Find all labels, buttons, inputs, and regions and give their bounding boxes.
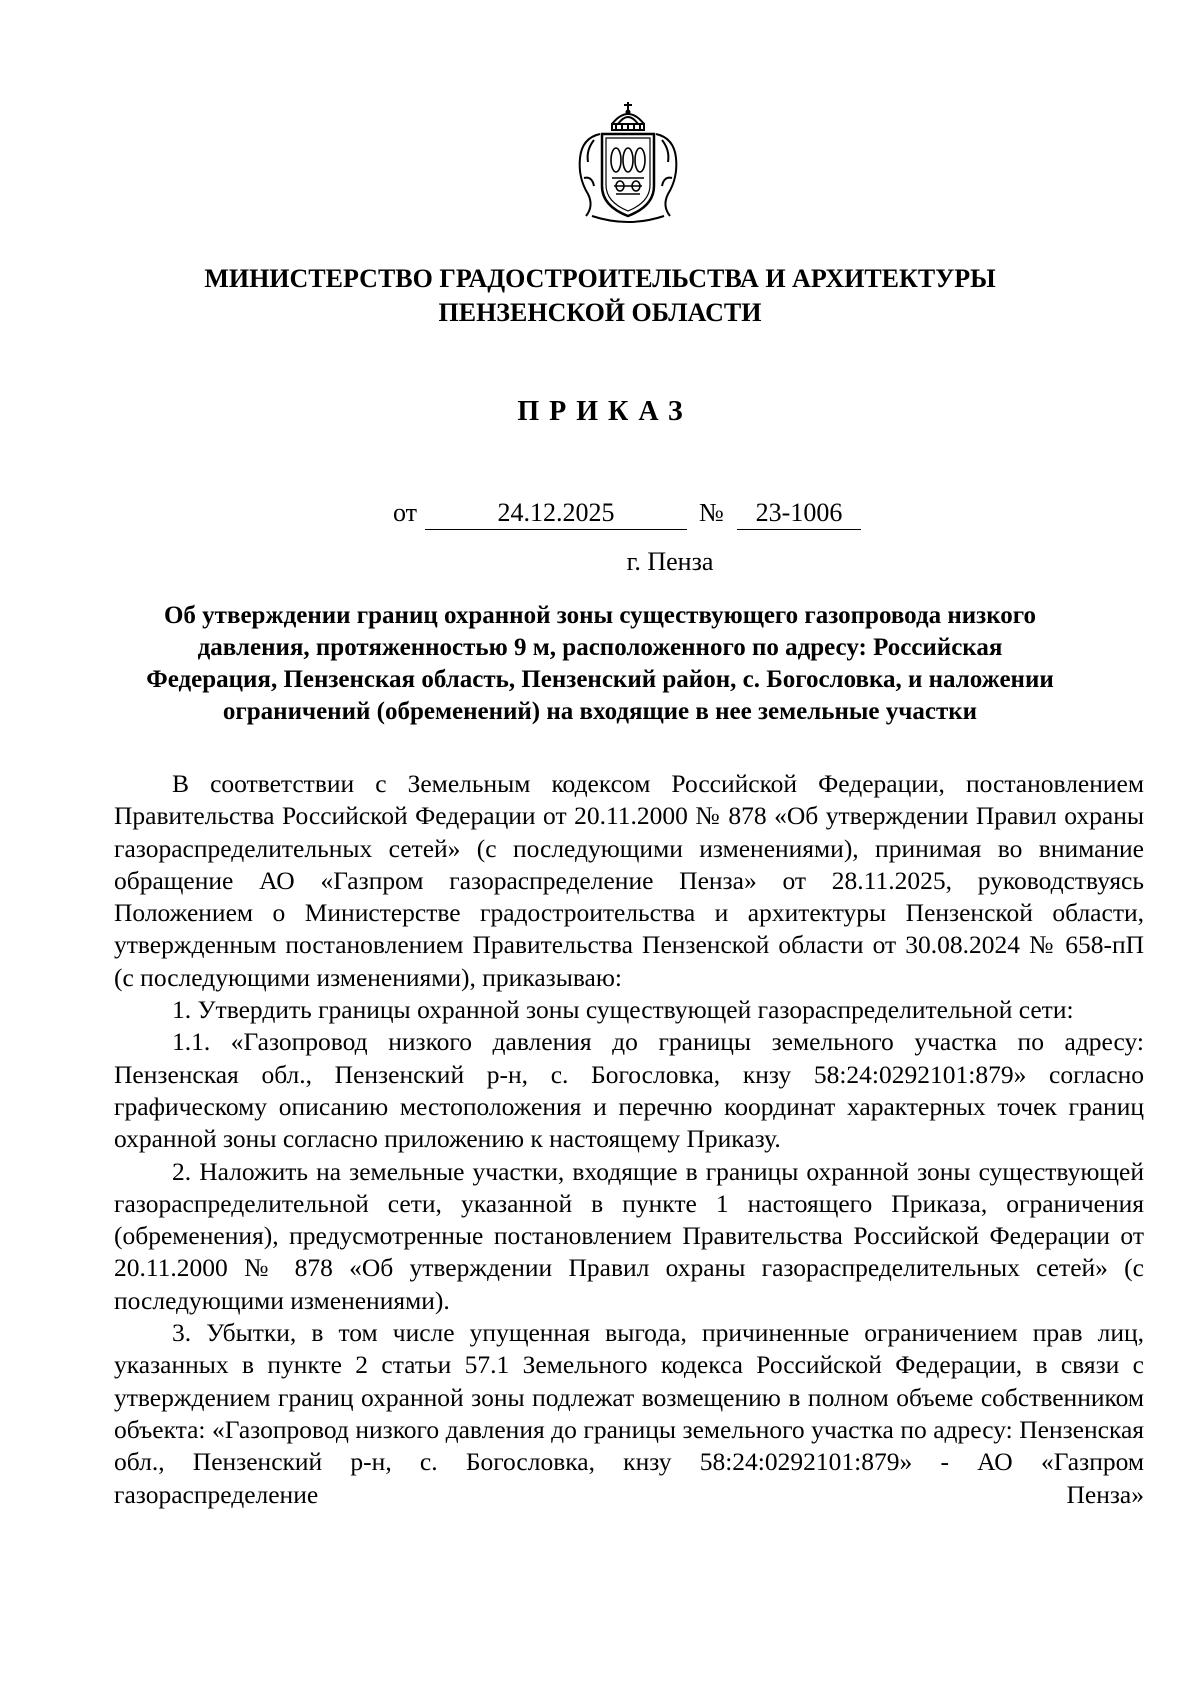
from-label: от <box>393 498 418 527</box>
ministry-name-line-1: МИНИСТЕРСТВО ГРАДОСТРОИТЕЛЬСТВА И АРХИТЕКТУРЫ <box>204 264 996 293</box>
title-line-2: давления, протяженностью 9 м, расположенного по адресу: Российская <box>197 634 1003 661</box>
ministry-name <box>0 262 1200 330</box>
paragraph-item-2: 2. Наложить на земельные участки, входящие в границы охранной зоны существующей газораспределительной сети, указанной в пункте 1 настоящего Приказа, ограничения (обременения), предусмотренные постановлением Правительства Российской Федерации от 20.11.2000 № 878 «Об утверждении Правил охраны газораспределительных сетей» (с последующими изменениями). <box>114 1156 1144 1315</box>
paragraph-item-3: 3. Убытки, в том числе упущенная выгода, причиненные ограничением прав лиц, указанных в пункте 2 статьи 57.1 Земельного кодекса Российской Федерации, в связи с утверждением границ охранной зоны подлежат возмещению в полном объеме собственником объекта: «Газопровод низкого давления до границы земельного участка по адресу: Пензенская обл., Пензенский р-н, с. Богословка, кнзу 58:24:0292101:879» - АО «Газпром газораспределение Пенза» <box>114 1318 1144 1509</box>
paragraph-item-1-1: 1.1. «Газопровод низкого давления до границы земельного участка по адресу: Пензенская обл., Пензенский р-н, с. Богословка, кнзу 58:24:0292101:879» согласно графическому описанию местоположения и перечню координат характерных точек границ охранной зоны согласно приложению к настоящему Приказу. <box>114 1027 1144 1154</box>
city-name: г. Пенза <box>626 547 714 576</box>
paragraph-preamble: В соответствии с Земельным кодексом Российской Федерации, постановлением Правительства Российской Федерации от 20.11.2000 № 878 «Об утверждении Правил охраны газораспределительных сетей» (с последующими изменениями), принимая во внимание обращение АО «Газпром газораспределение Пенза» от 28.11.2025, руководствуясь Положением о Министерстве градостроительства и архитектуры Пензенской области, утвержденным постановлением Правительства Пензенской области от 30.08.2024 № 658-пП (с последующими изменениями), приказываю: <box>114 769 1144 992</box>
date-number-line <box>393 497 873 537</box>
coat-of-arms-icon <box>572 98 684 226</box>
title-line-3: Федерация, Пензенская область, Пензенский район, с. Богословка, и наложении <box>146 666 1054 693</box>
ministry-name-line-2: ПЕНЗЕНСКОЙ ОБЛАСТИ <box>438 298 762 327</box>
document-type: ПРИКАЗ <box>517 396 693 427</box>
paragraph-item-1: 1. Утвердить границы охранной зоны существующей газораспределительной сети: <box>172 995 1074 1025</box>
document-date: 24.12.2025 <box>425 497 687 530</box>
title-line-1: Об утверждении границ охранной зоны существующего газопровода низкого <box>163 602 1037 629</box>
document-number: 23-1006 <box>737 497 861 530</box>
document-title <box>110 600 1090 728</box>
document-body <box>114 768 1144 1511</box>
number-label: № <box>699 498 724 527</box>
title-line-4: ограничений (обременений) на входящие в нее земельные участки <box>222 698 978 725</box>
